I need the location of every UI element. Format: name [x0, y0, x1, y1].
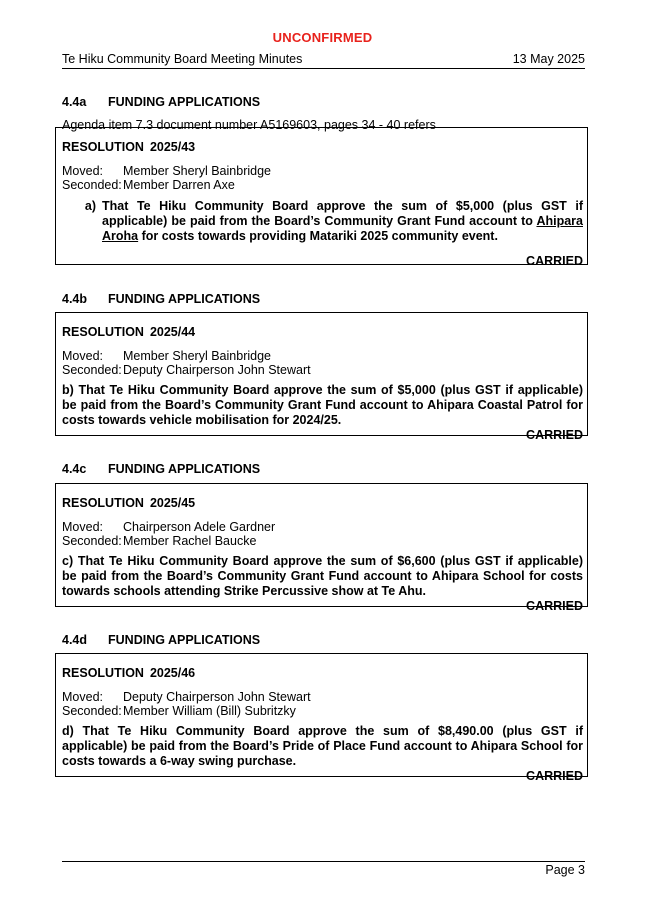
resolution-item-a [62, 199, 583, 244]
seconded-by: Member Rachel Baucke [123, 534, 257, 548]
seconded-line [62, 363, 583, 377]
seconded-line [62, 704, 583, 718]
item-marker: a) [84, 199, 96, 213]
seconded-label: Seconded: [62, 534, 122, 548]
moved-line [62, 690, 583, 704]
resolution-text: b) That Te Hiku Community Board approve the sum of $5,000 (plus GST if applicable) be paid from the Board’s Community Grant Fund account to Ahipara Coastal Patrol for costs towards vehicle mobilisation for 2024/25. [62, 383, 583, 427]
section-number: 4.4d [62, 633, 88, 647]
section-number: 4.4c [62, 462, 87, 476]
resolution-text-end: for costs towards providing Matariki 2025 community event. [138, 229, 498, 243]
recipient-link[interactable]: Ahipara Aroha [102, 214, 583, 243]
page-header [62, 52, 585, 69]
resolution-text: c) That Te Hiku Community Board approve the sum of $6,600 (plus GST if applicable) be paid from the Board’s Community Grant Fund account to Ahipara School for costs towards schools attending Strike Percussive show at Te Ahu. [62, 554, 583, 598]
resolution-label: RESOLUTION [62, 140, 144, 154]
moved-line [62, 349, 583, 363]
resolution-title [62, 666, 583, 682]
moved-by: Deputy Chairperson John Stewart [123, 690, 311, 704]
moved-by: Member Sheryl Bainbridge [123, 349, 271, 363]
resolution-number: 2025/44 [149, 325, 196, 339]
agenda-reference: Agenda item 7.3 document number A5169603, pages 34 - 40 refers [62, 118, 436, 132]
section-title: FUNDING APPLICATIONS [108, 95, 261, 109]
section-title: FUNDING APPLICATIONS [108, 462, 261, 476]
carried-label: CARRIED [526, 428, 583, 442]
resolution-label: RESOLUTION [62, 325, 144, 339]
resolution-title [62, 496, 583, 512]
resolution-number: 2025/43 [149, 140, 196, 154]
moved-label: Moved: [62, 349, 103, 363]
section-4-4b [62, 292, 590, 308]
seconded-line [62, 178, 583, 192]
section-title: FUNDING APPLICATIONS [108, 292, 261, 306]
resolution-box-2025-46 [55, 653, 588, 783]
carried-label: CARRIED [526, 769, 583, 783]
moved-line [62, 164, 583, 178]
moved-by: Chairperson Adele Gardner [123, 520, 276, 534]
section-heading [62, 292, 590, 308]
resolution-text [102, 199, 583, 244]
resolution-box-2025-43 [55, 127, 588, 268]
moved-label: Moved: [62, 520, 103, 534]
resolution-box-2025-45 [55, 483, 588, 613]
section-heading [62, 462, 590, 478]
resolution-title [62, 140, 583, 156]
seconded-label: Seconded: [62, 704, 122, 718]
seconded-by: Member Darren Axe [123, 178, 235, 192]
moved-line [62, 520, 583, 534]
resolution-number: 2025/46 [149, 666, 196, 680]
section-heading [62, 95, 590, 111]
section-number: 4.4b [62, 292, 88, 306]
seconded-line [62, 534, 583, 548]
header-title: Te Hiku Community Board Meeting Minutes [62, 52, 303, 66]
header-date: 13 May 2025 [512, 52, 585, 66]
seconded-label: Seconded: [62, 178, 122, 192]
moved-label: Moved: [62, 164, 103, 178]
section-4-4d [62, 633, 590, 649]
resolution-label: RESOLUTION [62, 666, 144, 680]
seconded-by: Deputy Chairperson John Stewart [123, 363, 311, 377]
resolution-label: RESOLUTION [62, 496, 144, 510]
resolution-text-start: That Te Hiku Community Board approve the sum of $5,000 (plus GST if applicable) be paid from the Board’s Community Grant Fund account to [102, 199, 583, 228]
carried-label: CARRIED [526, 254, 583, 268]
seconded-label: Seconded: [62, 363, 122, 377]
resolution-number: 2025/45 [149, 496, 196, 510]
moved-by: Member Sheryl Bainbridge [123, 164, 271, 178]
section-title: FUNDING APPLICATIONS [108, 633, 261, 647]
page-number: Page 3 [545, 863, 585, 877]
section-number: 4.4a [62, 95, 87, 109]
resolution-title [62, 325, 583, 341]
footer-divider [62, 861, 585, 862]
resolution-text: d) That Te Hiku Community Board approve the sum of $8,490.00 (plus GST if applicable) be paid from the Board’s Pride of Place Fund account to Ahipara School for costs towards a 6-way swing purchase. [62, 724, 583, 768]
section-4-4c [62, 462, 590, 478]
unconfirmed-banner: UNCONFIRMED [272, 30, 373, 45]
seconded-by: Member William (Bill) Subritzky [123, 704, 296, 718]
resolution-box-2025-44 [55, 312, 588, 442]
section-heading [62, 633, 590, 649]
moved-label: Moved: [62, 690, 103, 704]
carried-label: CARRIED [526, 599, 583, 613]
